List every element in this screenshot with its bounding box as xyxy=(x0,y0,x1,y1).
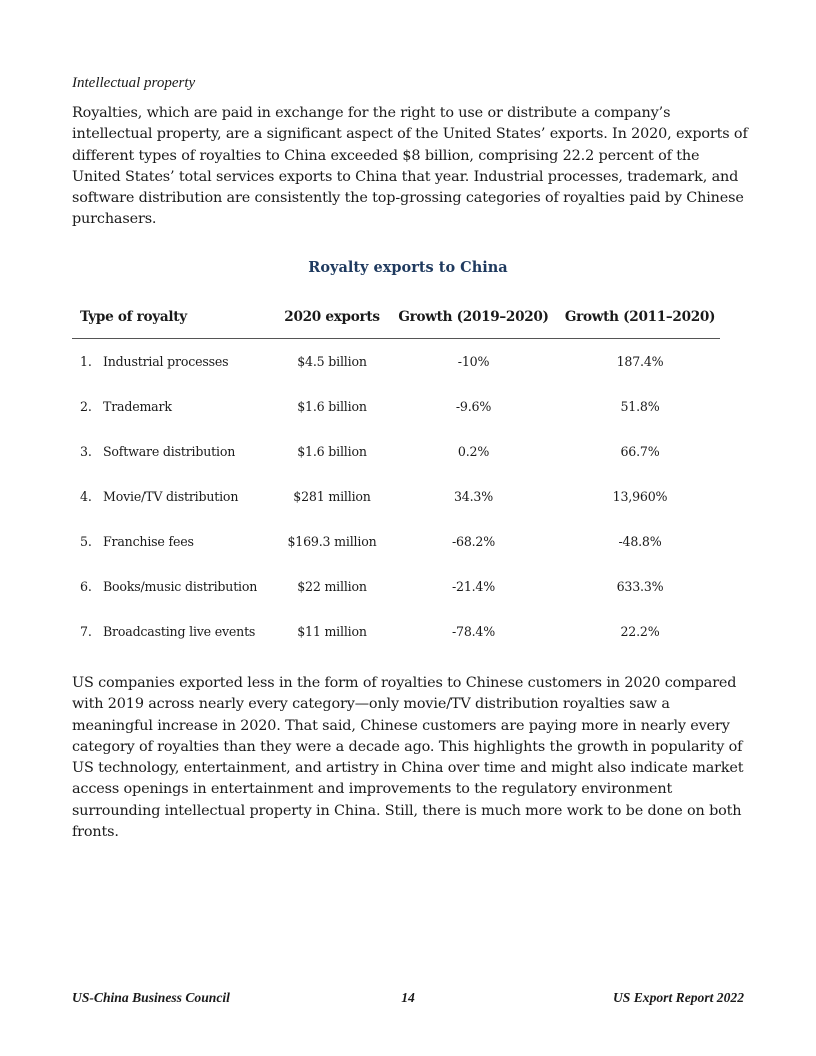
row-exports: $11 million xyxy=(297,624,367,639)
header-exports-2020: 2020 exports xyxy=(277,300,387,339)
row-type: Broadcasting live events xyxy=(103,624,256,639)
table-row xyxy=(72,609,720,654)
row-growth-short: -78.4% xyxy=(451,624,496,639)
row-exports: $281 million xyxy=(293,489,371,504)
header-growth-2019-2020: Growth (2019–2020) xyxy=(387,300,560,339)
row-type: Franchise fees xyxy=(103,534,194,549)
row-growth-long: 51.8% xyxy=(620,399,660,414)
row-type: Movie/TV distribution xyxy=(103,489,239,504)
row-growth-short: 34.3% xyxy=(453,489,493,504)
row-number: 7. xyxy=(80,624,92,639)
row-type-cell xyxy=(72,339,277,385)
row-growth-long: 13,960% xyxy=(612,489,668,504)
row-number: 5. xyxy=(80,534,92,549)
row-number: 1. xyxy=(80,354,92,369)
footer-report-title: US Export Report 2022 xyxy=(612,990,744,1005)
table-row xyxy=(72,384,720,429)
row-type-cell xyxy=(72,609,277,654)
row-growth-long: 66.7% xyxy=(620,444,660,459)
table-header-row xyxy=(72,300,720,339)
row-type: Trademark xyxy=(103,399,172,414)
footer-organization: US-China Business Council xyxy=(72,990,230,1005)
row-exports: $1.6 billion xyxy=(297,399,367,414)
row-growth-short: -68.2% xyxy=(451,534,496,549)
header-growth-2011-2020: Growth (2011–2020) xyxy=(560,300,720,339)
row-type-cell xyxy=(72,429,277,474)
intro-paragraph: Royalties, which are paid in exchange for the right to use or distribute a company’s intellectual property, are a significant aspect of the United States’ exports. In 2020, exports of different types of royalties to China exceeded $8 billion, comprising 22.2 percent of the United States’ total services exports to China that year. Industrial processes, trademark, and software distribution are consistently the top-grossing categories of royalties paid by Chinese purchasers. xyxy=(72,105,748,228)
row-number: 6. xyxy=(80,579,92,594)
table-row xyxy=(72,564,720,609)
row-growth-short: -21.4% xyxy=(451,579,496,594)
row-growth-short: -9.6% xyxy=(455,399,492,414)
row-number: 2. xyxy=(80,399,92,414)
table-row xyxy=(72,339,720,385)
row-growth-long: 633.3% xyxy=(616,579,664,594)
row-growth-long: -48.8% xyxy=(618,534,662,549)
row-growth-long: 22.2% xyxy=(620,624,660,639)
table-title: Royalty exports to China xyxy=(308,259,508,276)
row-exports: $1.6 billion xyxy=(297,444,367,459)
royalty-table xyxy=(72,300,720,654)
row-exports: $22 million xyxy=(297,579,367,594)
row-exports: $169.3 million xyxy=(287,534,377,549)
table-row xyxy=(72,429,720,474)
section-heading: Intellectual property xyxy=(72,75,196,91)
analysis-paragraph: US companies exported less in the form of royalties to Chinese customers in 2020 compared with 2019 across nearly every category—only movie/TV distribution royalties saw a meaningful increase in 2020. That said, Chinese customers are paying more in nearly every category of royalties than they were a decade ago. This highlights the growth in popularity of US technology, entertainment, and artistry in China over time and might also indicate market access openings in entertainment and improvements to the regulatory environment surrounding intellectual property in China. Still, there is much more work to be done on both fronts. xyxy=(72,675,744,841)
row-type-cell xyxy=(72,564,277,609)
header-type: Type of royalty xyxy=(72,300,277,339)
row-growth-short: 0.2% xyxy=(457,444,490,459)
row-growth-long: 187.4% xyxy=(616,354,664,369)
row-type: Software distribution xyxy=(103,444,236,459)
row-exports: $4.5 billion xyxy=(297,354,367,369)
table-row xyxy=(72,519,720,564)
row-type-cell xyxy=(72,474,277,519)
footer-page-number: 14 xyxy=(401,990,415,1005)
row-type-cell xyxy=(72,384,277,429)
table-row xyxy=(72,474,720,519)
row-growth-short: -10% xyxy=(457,354,490,369)
row-type-cell xyxy=(72,519,277,564)
row-number: 4. xyxy=(80,489,92,504)
row-type: Books/music distribution xyxy=(103,579,258,594)
row-type: Industrial processes xyxy=(103,354,229,369)
row-number: 3. xyxy=(80,444,92,459)
